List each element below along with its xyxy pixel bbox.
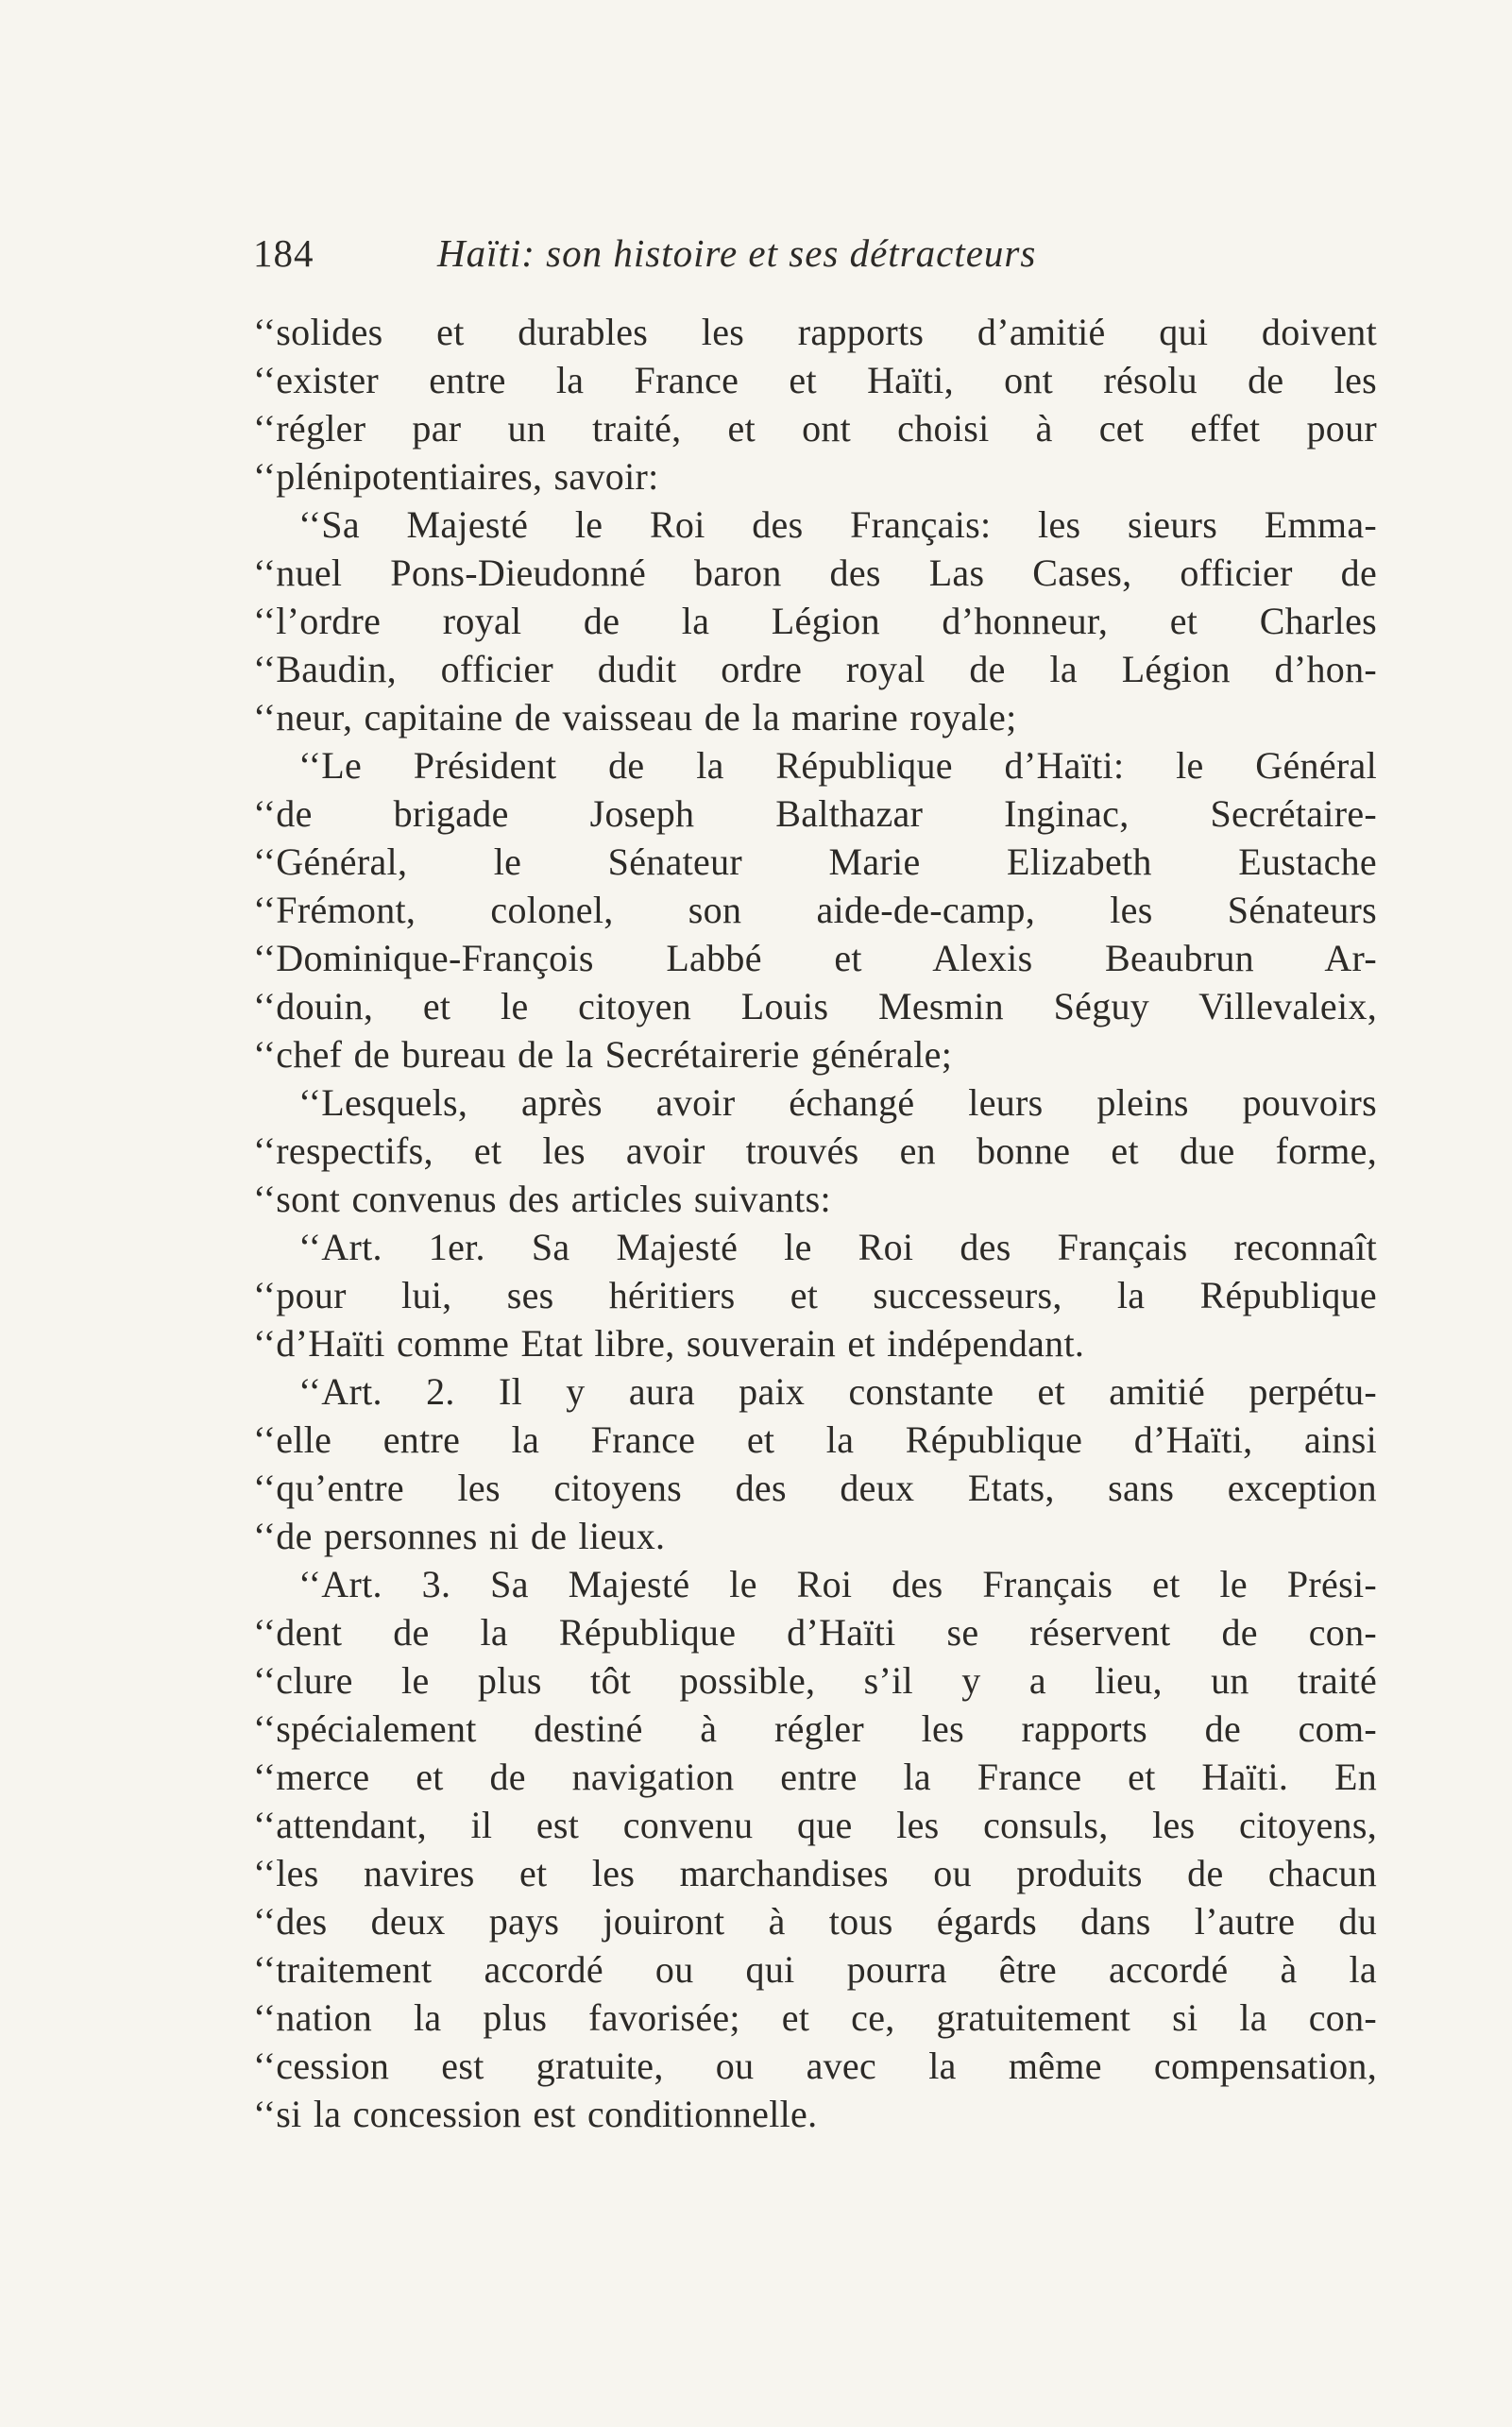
- text-line: ‘‘traitement accordé ou qui pourra être accordé à la: [253, 1948, 1377, 1991]
- text-line: ‘‘d’Haïti comme Etat libre, souverain et indépendant.: [253, 1322, 1085, 1365]
- text-line: ‘‘exister entre la France et Haïti, ont résolu de les: [253, 359, 1377, 401]
- text-line: ‘‘neur, capitaine de vaisseau de la marine royale;: [253, 696, 1017, 738]
- text-line: ‘‘dent de la République d’Haïti se réservent de con-: [253, 1611, 1377, 1654]
- page-header: [253, 225, 1377, 281]
- text-line: ‘‘nation la plus favorisée; et ce, gratuitement si la con-: [253, 1996, 1377, 2039]
- text-line: ‘‘des deux pays jouiront à tous égards dans l’autre du: [253, 1900, 1377, 1943]
- text-line: ‘‘plénipotentiaires, savoir:: [253, 455, 659, 498]
- text-line: ‘‘clure le plus tôt possible, s’il y a lieu, un traité: [253, 1659, 1377, 1702]
- text-line: ‘‘si la concession est conditionnelle.: [253, 2093, 818, 2135]
- text-line: ‘‘de brigade Joseph Balthazar Inginac, Secrétaire-: [253, 792, 1377, 835]
- text-line: ‘‘elle entre la France et la République d’Haïti, ainsi: [253, 1418, 1377, 1461]
- running-title: Haïti: son histoire et ses détracteurs: [437, 231, 1037, 275]
- text-line: ‘‘cession est gratuite, ou avec la même compensation,: [253, 2045, 1377, 2087]
- text-line: ‘‘Baudin, officier dudit ordre royal de la Légion d’hon-: [253, 648, 1377, 690]
- text-line: ‘‘Art. 3. Sa Majesté le Roi des Français et le Prési-: [298, 1563, 1377, 1605]
- text-line: ‘‘nuel Pons-Dieudonné baron des Las Cases, officier de: [253, 552, 1377, 594]
- text-line: ‘‘merce et de navigation entre la France et Haïti. En: [253, 1756, 1377, 1798]
- text-line: ‘‘respectifs, et les avoir trouvés en bonne et due forme,: [253, 1129, 1377, 1172]
- text-line: ‘‘Le Président de la République d’Haïti: le Général: [298, 744, 1377, 787]
- text-line: ‘‘les navires et les marchandises ou produits de chacun: [253, 1852, 1377, 1894]
- text-line: ‘‘douin, et le citoyen Louis Mesmin Séguy Villevaleix,: [253, 985, 1377, 1027]
- text-line: ‘‘pour lui, ses héritiers et successeurs, la République: [253, 1274, 1377, 1316]
- text-line: ‘‘Général, le Sénateur Marie Elizabeth Eustache: [253, 840, 1377, 883]
- text-line: ‘‘attendant, il est convenu que les consuls, les citoyens,: [253, 1804, 1377, 1846]
- text-line: ‘‘de personnes ni de lieux.: [253, 1515, 666, 1557]
- text-line: ‘‘Art. 2. Il y aura paix constante et amitié perpétu-: [298, 1370, 1377, 1413]
- text-line: ‘‘sont convenus des articles suivants:: [253, 1178, 831, 1220]
- text-line: ‘‘Dominique-François Labbé et Alexis Beaubrun Ar-: [253, 937, 1377, 979]
- text-line: ‘‘Sa Majesté le Roi des Français: les sieurs Emma-: [298, 503, 1377, 546]
- text-line: ‘‘spécialement destiné à régler les rapports de com-: [253, 1707, 1377, 1750]
- text-line: ‘‘solides et durables les rapports d’amitié qui doivent: [253, 311, 1377, 353]
- text-line: ‘‘régler par un traité, et ont choisi à cet effet pour: [253, 407, 1377, 450]
- page-number: 184: [253, 231, 314, 275]
- text-line: ‘‘Art. 1er. Sa Majesté le Roi des Français reconnaît: [298, 1226, 1377, 1268]
- text-line: ‘‘l’ordre royal de la Légion d’honneur, et Charles: [253, 600, 1377, 642]
- text-line: ‘‘Lesquels, après avoir échangé leurs pleins pouvoirs: [298, 1081, 1377, 1124]
- text-line: ‘‘qu’entre les citoyens des deux Etats, sans exception: [253, 1467, 1377, 1509]
- text-line: ‘‘Frémont, colonel, son aide-de-camp, les Sénateurs: [253, 889, 1377, 931]
- body-text: [253, 308, 1377, 2138]
- text-line: ‘‘chef de bureau de la Secrétairerie générale;: [253, 1033, 953, 1076]
